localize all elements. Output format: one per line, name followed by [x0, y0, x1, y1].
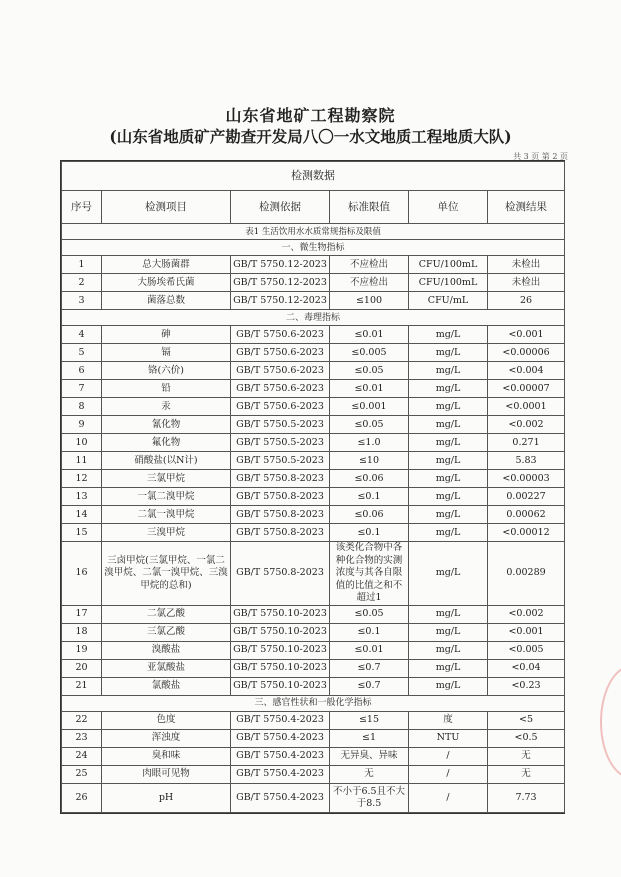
- cell-limit: ≤1: [330, 729, 409, 747]
- cell-basis: GB/T 5750.6-2023: [231, 398, 330, 416]
- col-header: 检测结果: [488, 191, 565, 224]
- col-header: 检测项目: [102, 191, 231, 224]
- cell-limit: ≤0.05: [330, 416, 409, 434]
- table-row: [62, 292, 565, 310]
- section-header-row: [62, 310, 565, 326]
- cell-basis: GB/T 5750.8-2023: [231, 488, 330, 506]
- cell-limit: 不应检出: [330, 274, 409, 292]
- cell-item: 铬(六价): [102, 362, 231, 380]
- table-row: [62, 641, 565, 659]
- cell-item: 三氯乙酸: [102, 623, 231, 641]
- cell-result: <5: [488, 711, 565, 729]
- cell-limit: 不小于6.5且不大于8.5: [330, 783, 409, 812]
- cell-no: 12: [62, 470, 102, 488]
- cell-limit: ≤0.005: [330, 344, 409, 362]
- cell-item: 氰化物: [102, 416, 231, 434]
- cell-limit: ≤0.7: [330, 677, 409, 695]
- cell-item: 溴酸盐: [102, 641, 231, 659]
- cell-result: 0.00227: [488, 488, 565, 506]
- cell-result: <0.5: [488, 729, 565, 747]
- table-row: [62, 677, 565, 695]
- cell-unit: mg/L: [409, 542, 488, 606]
- cell-basis: GB/T 5750.6-2023: [231, 362, 330, 380]
- cell-basis: GB/T 5750.8-2023: [231, 470, 330, 488]
- cell-result: <0.002: [488, 416, 565, 434]
- section-title: 一、微生物指标: [62, 240, 565, 256]
- table-caption: 表1 生活饮用水水质常规指标及限值: [62, 224, 565, 240]
- cell-basis: GB/T 5750.6-2023: [231, 380, 330, 398]
- cell-unit: 度: [409, 711, 488, 729]
- cell-item: 亚氯酸盐: [102, 659, 231, 677]
- cell-limit: ≤0.1: [330, 488, 409, 506]
- cell-limit: 该类化合物中各种化合物的实测浓度与其各自限值的比值之和不超过1: [330, 542, 409, 606]
- cell-no: 17: [62, 605, 102, 623]
- table-row: [62, 326, 565, 344]
- cell-basis: GB/T 5750.4-2023: [231, 747, 330, 765]
- cell-no: 7: [62, 380, 102, 398]
- cell-limit: ≤0.01: [330, 641, 409, 659]
- table-row: [62, 452, 565, 470]
- header-row: [62, 191, 565, 224]
- data-table: [61, 161, 565, 813]
- cell-no: 22: [62, 711, 102, 729]
- cell-item: 硝酸盐(以N计): [102, 452, 231, 470]
- cell-unit: mg/L: [409, 605, 488, 623]
- cell-item: 二氯一溴甲烷: [102, 506, 231, 524]
- table-row: [62, 506, 565, 524]
- cell-unit: mg/L: [409, 416, 488, 434]
- cell-unit: /: [409, 765, 488, 783]
- cell-limit: ≤100: [330, 292, 409, 310]
- table-row: [62, 434, 565, 452]
- cell-result: 0.271: [488, 434, 565, 452]
- table-row: [62, 274, 565, 292]
- cell-item: 总大肠菌群: [102, 256, 231, 274]
- table-row: [62, 362, 565, 380]
- cell-result: <0.23: [488, 677, 565, 695]
- cell-no: 15: [62, 524, 102, 542]
- cell-result: 0.00289: [488, 542, 565, 606]
- cell-basis: GB/T 5750.10-2023: [231, 659, 330, 677]
- cell-limit: ≤0.05: [330, 605, 409, 623]
- cell-unit: mg/L: [409, 677, 488, 695]
- cell-result: 7.73: [488, 783, 565, 812]
- cell-result: <0.004: [488, 362, 565, 380]
- cell-unit: mg/L: [409, 398, 488, 416]
- cell-basis: GB/T 5750.5-2023: [231, 452, 330, 470]
- cell-unit: mg/L: [409, 380, 488, 398]
- cell-item: 三氯甲烷: [102, 470, 231, 488]
- cell-item: 二氯乙酸: [102, 605, 231, 623]
- cell-item: 镉: [102, 344, 231, 362]
- cell-item: 肉眼可见物: [102, 765, 231, 783]
- cell-basis: GB/T 5750.8-2023: [231, 542, 330, 606]
- cell-no: 25: [62, 765, 102, 783]
- cell-result: 未检出: [488, 256, 565, 274]
- cell-result: <0.00003: [488, 470, 565, 488]
- cell-item: 三溴甲烷: [102, 524, 231, 542]
- cell-limit: 无异臭、异味: [330, 747, 409, 765]
- cell-unit: mg/L: [409, 344, 488, 362]
- table-row: [62, 765, 565, 783]
- red-seal-stamp: [600, 665, 621, 779]
- cell-limit: ≤15: [330, 711, 409, 729]
- table-row: [62, 659, 565, 677]
- cell-unit: CFU/mL: [409, 292, 488, 310]
- col-header: 序号: [62, 191, 102, 224]
- org-subtitle: (山东省地质矿产勘查开发局八〇一水文地质工程地质大队): [109, 127, 512, 146]
- cell-unit: mg/L: [409, 524, 488, 542]
- cell-item: 臭和味: [102, 747, 231, 765]
- cell-unit: mg/L: [409, 452, 488, 470]
- table-row: [62, 747, 565, 765]
- table-row: [62, 783, 565, 812]
- cell-item: 砷: [102, 326, 231, 344]
- cell-limit: ≤1.0: [330, 434, 409, 452]
- cell-unit: mg/L: [409, 641, 488, 659]
- cell-no: 2: [62, 274, 102, 292]
- cell-limit: ≤0.01: [330, 326, 409, 344]
- cell-no: 14: [62, 506, 102, 524]
- cell-basis: GB/T 5750.6-2023: [231, 344, 330, 362]
- col-header: 标准限值: [330, 191, 409, 224]
- cell-no: 24: [62, 747, 102, 765]
- cell-limit: ≤0.06: [330, 506, 409, 524]
- col-header: 检测依据: [231, 191, 330, 224]
- cell-basis: GB/T 5750.8-2023: [231, 506, 330, 524]
- section-title: 三、感官性状和一般化学指标: [62, 695, 565, 711]
- cell-result: 0.00062: [488, 506, 565, 524]
- cell-no: 10: [62, 434, 102, 452]
- cell-result: 未检出: [488, 274, 565, 292]
- cell-no: 1: [62, 256, 102, 274]
- cell-basis: GB/T 5750.4-2023: [231, 783, 330, 812]
- table-row: [62, 711, 565, 729]
- table-row: [62, 398, 565, 416]
- table-row: [62, 623, 565, 641]
- table-row: [62, 524, 565, 542]
- cell-limit: ≤0.06: [330, 470, 409, 488]
- col-header: 单位: [409, 191, 488, 224]
- cell-no: 13: [62, 488, 102, 506]
- cell-unit: mg/L: [409, 326, 488, 344]
- table-row: [62, 380, 565, 398]
- cell-item: 三卤甲烷(三氯甲烷、一氯二溴甲烷、二氯一溴甲烷、三溴甲烷的总和): [102, 542, 231, 606]
- cell-unit: mg/L: [409, 488, 488, 506]
- cell-no: 3: [62, 292, 102, 310]
- cell-result: <0.00012: [488, 524, 565, 542]
- section-header-row: [62, 240, 565, 256]
- cell-item: 菌落总数: [102, 292, 231, 310]
- cell-result: <0.0001: [488, 398, 565, 416]
- cell-result: 5.83: [488, 452, 565, 470]
- table-row: [62, 470, 565, 488]
- table-row: [62, 729, 565, 747]
- table-row: [62, 416, 565, 434]
- cell-unit: mg/L: [409, 434, 488, 452]
- cell-unit: mg/L: [409, 362, 488, 380]
- table-row: [62, 542, 565, 606]
- cell-result: <0.001: [488, 326, 565, 344]
- cell-limit: ≤0.05: [330, 362, 409, 380]
- cell-result: <0.00006: [488, 344, 565, 362]
- cell-result: <0.001: [488, 623, 565, 641]
- cell-basis: GB/T 5750.10-2023: [231, 605, 330, 623]
- cell-limit: ≤10: [330, 452, 409, 470]
- cell-basis: GB/T 5750.12-2023: [231, 292, 330, 310]
- cell-item: 浑浊度: [102, 729, 231, 747]
- cell-unit: mg/L: [409, 623, 488, 641]
- cell-basis: GB/T 5750.4-2023: [231, 711, 330, 729]
- cell-basis: GB/T 5750.4-2023: [231, 729, 330, 747]
- table-row: [62, 344, 565, 362]
- cell-no: 5: [62, 344, 102, 362]
- table-row: [62, 605, 565, 623]
- cell-unit: mg/L: [409, 470, 488, 488]
- data-table-frame: [60, 160, 565, 814]
- cell-item: 一氯二溴甲烷: [102, 488, 231, 506]
- cell-limit: ≤0.001: [330, 398, 409, 416]
- cell-result: <0.005: [488, 641, 565, 659]
- cell-item: 氯酸盐: [102, 677, 231, 695]
- cell-result: <0.04: [488, 659, 565, 677]
- table-row: [62, 488, 565, 506]
- cell-basis: GB/T 5750.5-2023: [231, 434, 330, 452]
- section-header-row: [62, 695, 565, 711]
- cell-result: 无: [488, 765, 565, 783]
- cell-no: 21: [62, 677, 102, 695]
- cell-no: 16: [62, 542, 102, 606]
- cell-limit: ≤0.1: [330, 524, 409, 542]
- cell-unit: NTU: [409, 729, 488, 747]
- cell-no: 26: [62, 783, 102, 812]
- org-title: 山东省地矿工程勘察院: [225, 106, 396, 125]
- cell-no: 4: [62, 326, 102, 344]
- cell-item: 色度: [102, 711, 231, 729]
- cell-basis: GB/T 5750.10-2023: [231, 677, 330, 695]
- cell-limit: ≤0.7: [330, 659, 409, 677]
- cell-limit: 无: [330, 765, 409, 783]
- cell-no: 11: [62, 452, 102, 470]
- cell-result: <0.00007: [488, 380, 565, 398]
- cell-result: 无: [488, 747, 565, 765]
- cell-no: 19: [62, 641, 102, 659]
- cell-item: 氟化物: [102, 434, 231, 452]
- table-row: [62, 256, 565, 274]
- cell-no: 20: [62, 659, 102, 677]
- cell-result: 26: [488, 292, 565, 310]
- cell-unit: mg/L: [409, 659, 488, 677]
- cell-item: pH: [102, 783, 231, 812]
- cell-unit: /: [409, 783, 488, 812]
- cell-no: 6: [62, 362, 102, 380]
- cell-no: 18: [62, 623, 102, 641]
- cell-basis: GB/T 5750.10-2023: [231, 623, 330, 641]
- page-number: 共 3 页 第 2 页: [513, 152, 568, 161]
- cell-result: <0.002: [488, 605, 565, 623]
- cell-basis: GB/T 5750.12-2023: [231, 256, 330, 274]
- cell-unit: CFU/100mL: [409, 274, 488, 292]
- cell-unit: CFU/100mL: [409, 256, 488, 274]
- cell-basis: GB/T 5750.8-2023: [231, 524, 330, 542]
- cell-no: 8: [62, 398, 102, 416]
- cell-limit: ≤0.1: [330, 623, 409, 641]
- cell-limit: 不应检出: [330, 256, 409, 274]
- cell-basis: GB/T 5750.12-2023: [231, 274, 330, 292]
- cell-no: 9: [62, 416, 102, 434]
- cell-no: 23: [62, 729, 102, 747]
- table-title: 检测数据: [62, 162, 565, 191]
- cell-basis: GB/T 5750.6-2023: [231, 326, 330, 344]
- cell-basis: GB/T 5750.10-2023: [231, 641, 330, 659]
- cell-unit: mg/L: [409, 506, 488, 524]
- cell-item: 大肠埃希氏菌: [102, 274, 231, 292]
- cell-unit: /: [409, 747, 488, 765]
- cell-basis: GB/T 5750.4-2023: [231, 765, 330, 783]
- cell-item: 铅: [102, 380, 231, 398]
- section-title: 二、毒理指标: [62, 310, 565, 326]
- cell-basis: GB/T 5750.5-2023: [231, 416, 330, 434]
- cell-limit: ≤0.01: [330, 380, 409, 398]
- cell-item: 汞: [102, 398, 231, 416]
